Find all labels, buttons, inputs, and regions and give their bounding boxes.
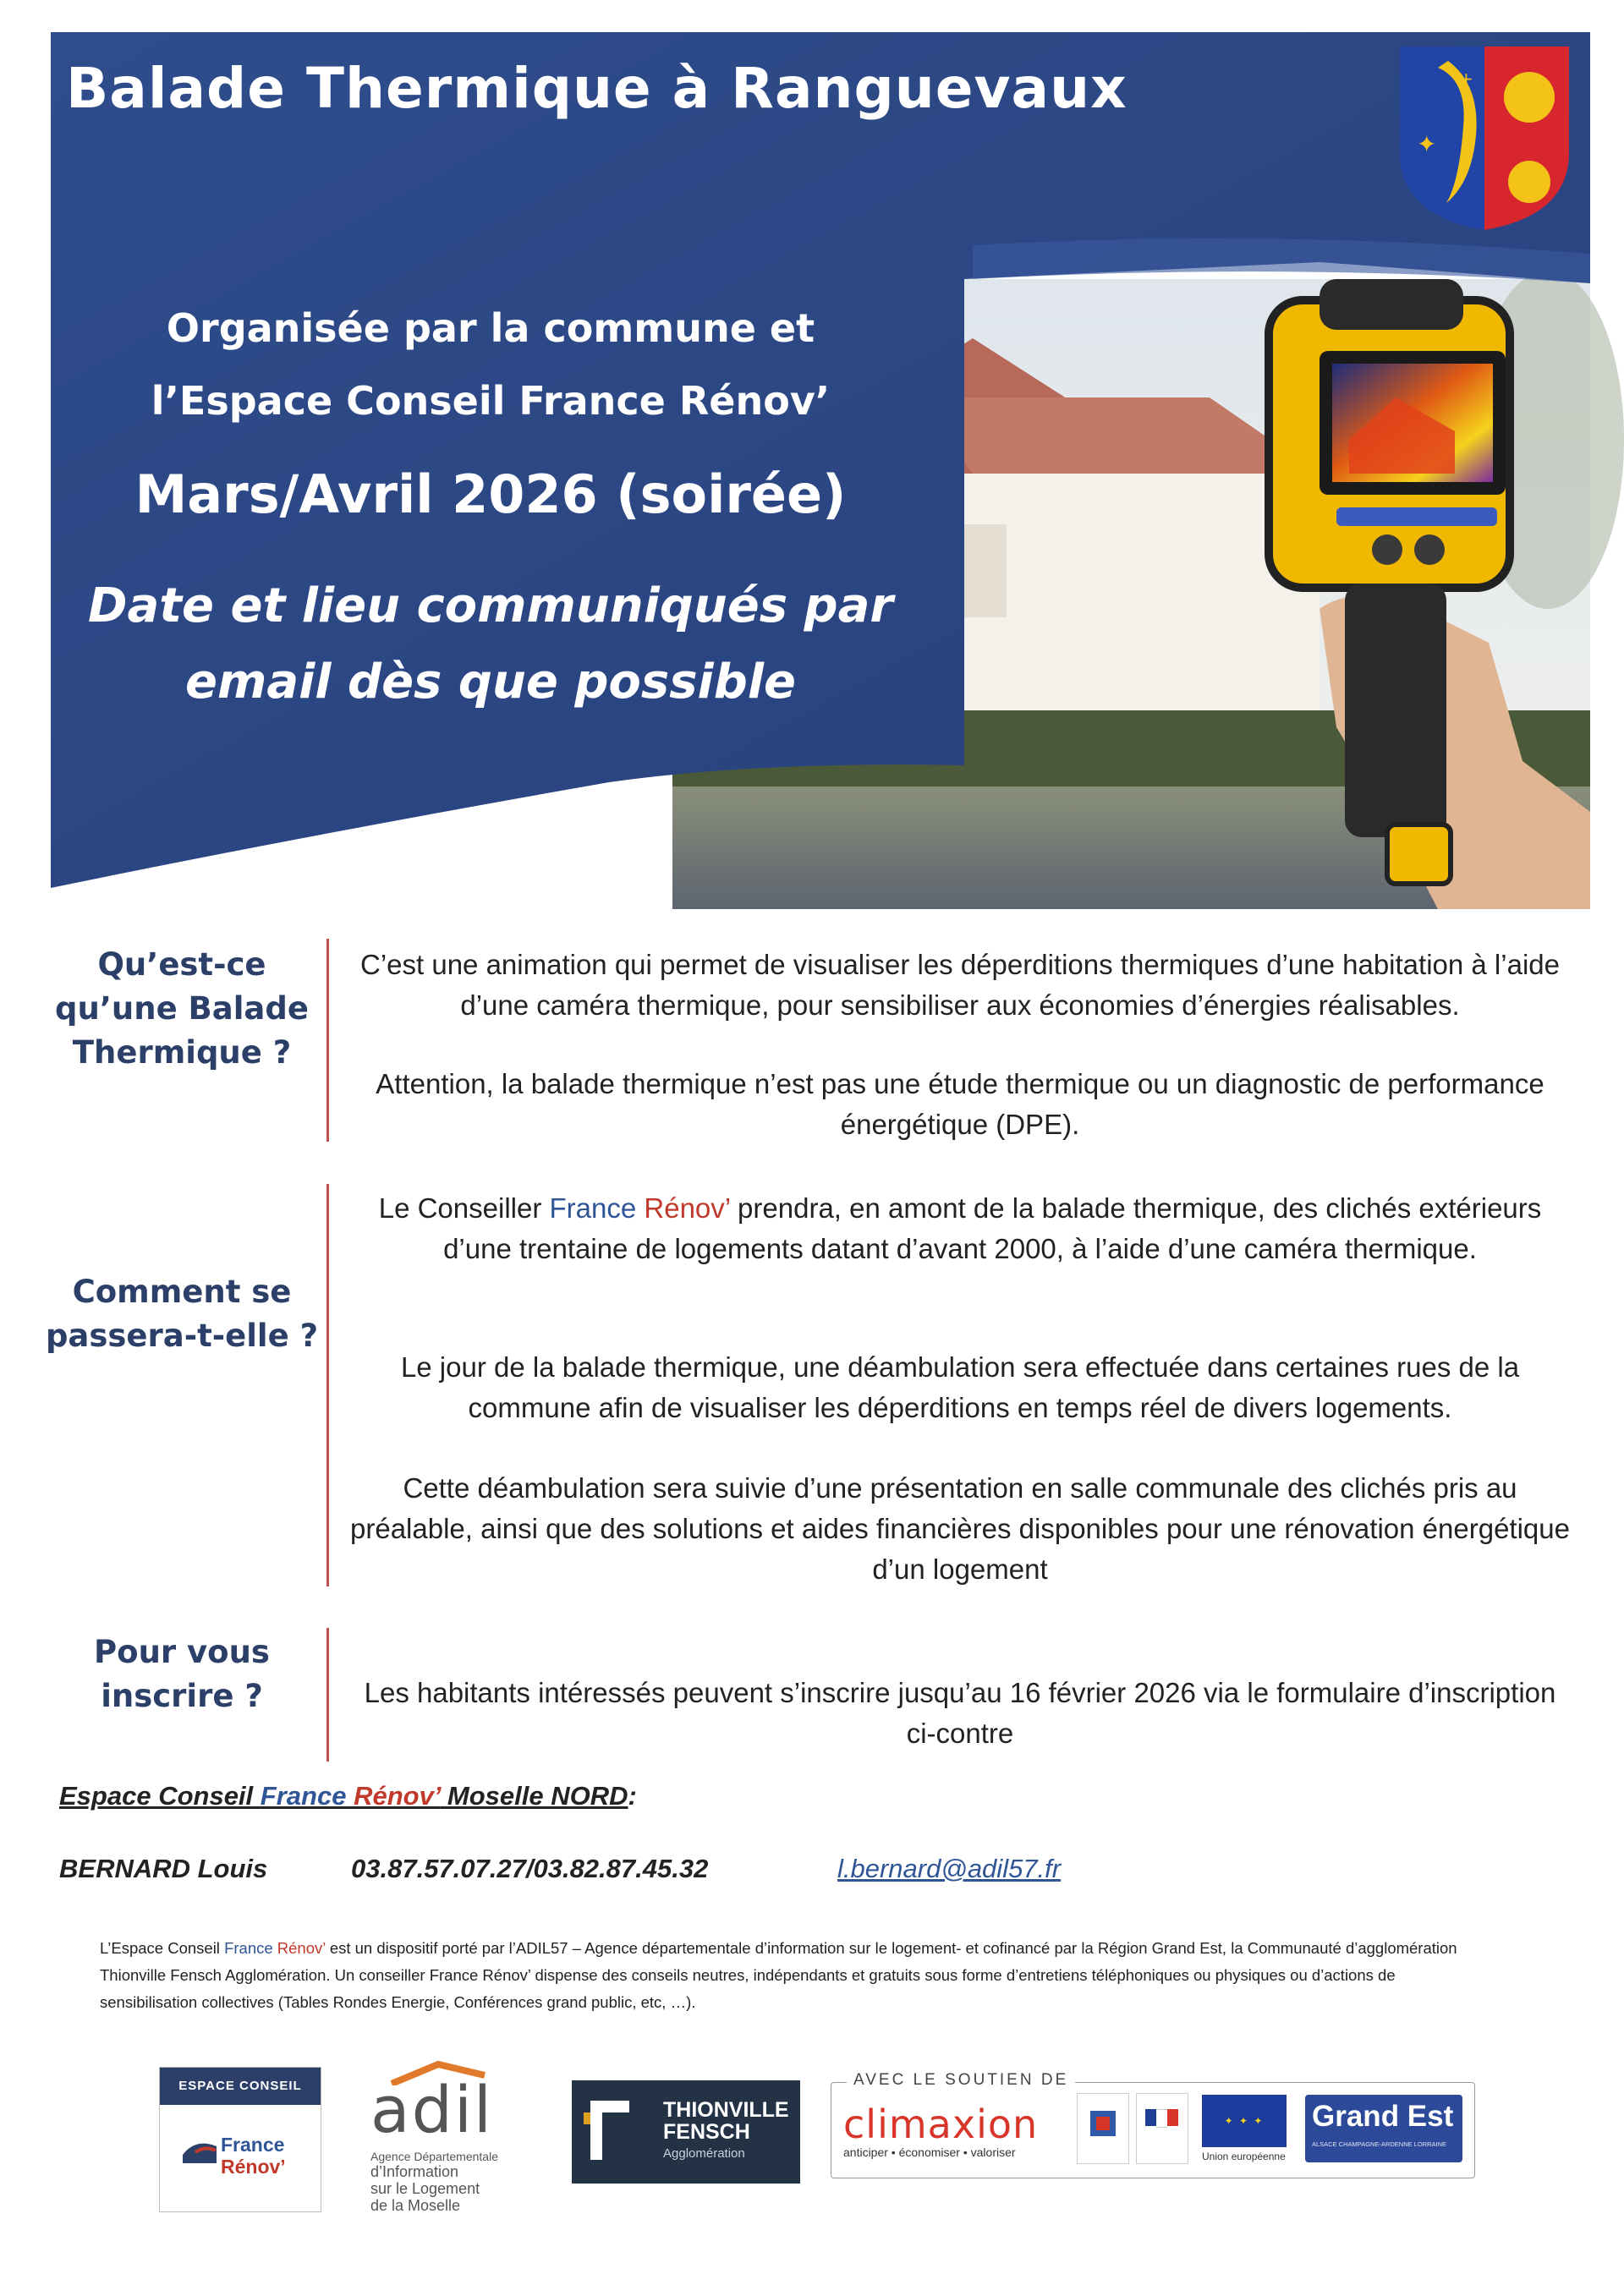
- organizer-line-2: l’Espace Conseil France Rénov’: [151, 378, 831, 424]
- svg-text:✦: ✦: [1417, 130, 1437, 158]
- question-register-line-1: Pour vous: [94, 1634, 270, 1670]
- notice-line-2: email dès que possible: [184, 655, 796, 710]
- contact-head-colon: :: [628, 1781, 637, 1811]
- ademe-logo: [1077, 2093, 1129, 2164]
- contact-email-link[interactable]: l.bernard@adil57.fr: [837, 1854, 1062, 1883]
- eu-label: Union européenne: [1202, 2151, 1286, 2162]
- notice-line-1: Date et lieu communiqués par: [87, 578, 894, 633]
- climaxion-tagline: anticiper • économiser • valoriser: [843, 2145, 1016, 2159]
- climaxion-logo: [843, 2101, 1055, 2159]
- thionville-line-1: THIONVILLE: [663, 2098, 789, 2122]
- france-renov-logo-renov: Rénov’: [221, 2156, 286, 2178]
- answer-how-p3: Cette déambulation sera suivie d’une présentation en salle communale des clichés pris au préalable, ainsi que des solutions et aides financières disponibles pour une rénovation énergétique d’un logement: [350, 1472, 1570, 1585]
- svg-text:+: +: [1459, 68, 1473, 89]
- contact-phone: 03.87.57.07.27/03.82.87.45.32: [351, 1854, 709, 1883]
- france-renov-logo: [159, 2067, 321, 2212]
- contact-heading: [59, 1781, 637, 1811]
- house-icon: [178, 2134, 221, 2167]
- adil-line-3: sur le Logement: [370, 2180, 480, 2197]
- answer-how-p1-before: Le Conseiller: [378, 1192, 550, 1224]
- question-how: [42, 1270, 321, 1358]
- eu-logo: [1202, 2095, 1295, 2162]
- organizer-text: [51, 292, 930, 437]
- answer-how-p1: [347, 1188, 1573, 1269]
- renov-word: Rénov’: [644, 1192, 730, 1224]
- disclaimer-lead: L’Espace Conseil: [100, 1939, 225, 1957]
- republique-logo: [1136, 2093, 1188, 2164]
- date-location-notice: [51, 568, 930, 721]
- contact-renov-word: Rénov’: [354, 1781, 441, 1811]
- answer-register-p1: Les habitants intéressés peuvent s’inscrire jusqu’au 16 février 2026 via le formulaire d’inscription ci-contre: [364, 1677, 1556, 1749]
- contact-head-before: Espace Conseil: [59, 1781, 261, 1811]
- contact-name: BERNARD Louis: [59, 1854, 268, 1883]
- climaxion-word: climaxion: [843, 2101, 1039, 2147]
- divider-what: [326, 939, 329, 1142]
- disclaimer-text: est un dispositif porté par l’ADIL57 – Agence départementale d’information sur le logement- et cofinancé par la Région Grand Est, la Communauté d’agglomération Thionville Fensch Agglomération. Un conseiller France Rénov’ dispense des conseils neutres, indépendants et gratuits sous forme d’entretiens téléphoniques ou physiques ou d’actions de sensibilisation collectives (Tables Rondes Energie, Conférences grand public, etc, …).: [100, 1939, 1457, 2011]
- divider-how: [326, 1184, 329, 1586]
- answer-how-p2: Le jour de la balade thermique, une déambulation sera effectuée dans certaines rues de la commune afin de visualiser les déperditions en temps réel de divers logements.: [400, 1351, 1520, 1423]
- adil-line-2: d’Information: [370, 2163, 459, 2180]
- grand-est-logo: [1305, 2095, 1462, 2162]
- divider-register: [326, 1628, 329, 1762]
- france-renov-logo-top: ESPACE CONSEIL: [160, 2068, 321, 2105]
- ranguevaux-coat-of-arms: [1387, 34, 1582, 237]
- answer-what-p2: Attention, la balade thermique n’est pas une étude thermique ou un diagnostic de performance énergétique (DPE).: [376, 1068, 1544, 1140]
- thionville-line-3: Agglomération: [663, 2146, 745, 2161]
- disclaimer-renov: Rénov’: [277, 1939, 326, 1957]
- contact-head-after: Moselle NORD: [440, 1781, 628, 1811]
- adil-line-1: Agence Départementale: [370, 2150, 498, 2163]
- question-how-line-1: Comment se: [72, 1274, 292, 1310]
- grand-est-sub: ALSACE CHAMPAGNE-ARDENNE LORRAINE: [1312, 2140, 1447, 2148]
- sponsors-frame: [831, 2071, 1475, 2178]
- france-word: France: [549, 1192, 637, 1224]
- answer-what-p1: C’est une animation qui permet de visualiser les déperditions thermiques d’une habitation à l’aide d’une caméra thermique, pour sensibiliser aux économies d’énergies réalisables.: [359, 949, 1560, 1021]
- thionville-fensch-logo: [572, 2080, 800, 2184]
- question-register: [42, 1630, 321, 1718]
- thionville-line-2: FENSCH: [663, 2120, 750, 2144]
- adil-logo: [362, 2060, 523, 2212]
- question-what-line-2: qu’une Balade: [55, 990, 309, 1027]
- france-renov-logo-france: France: [221, 2134, 285, 2156]
- organizer-line-1: Organisée par la commune et: [166, 305, 815, 351]
- sponsors-caption: AVEC LE SOUTIEN DE: [847, 2071, 1075, 2090]
- grand-est-word: Grand Est: [1312, 2100, 1454, 2133]
- adil-line-4: de la Moselle: [370, 2197, 461, 2214]
- contact-france-word: France: [260, 1781, 347, 1811]
- question-register-line-2: inscrire ?: [101, 1678, 263, 1714]
- disclaimer: [100, 1935, 1495, 2016]
- question-what-line-3: Thermique ?: [72, 1034, 292, 1071]
- answer-how-p1-after: prendra, en amont de la balade thermique, des clichés extérieurs d’une trentaine de logements datant d’avant 2000, à l’aide d’une caméra thermique.: [443, 1192, 1542, 1264]
- question-how-line-2: passera-t-elle ?: [45, 1318, 319, 1354]
- page-title: Balade Thermique à Ranguevaux: [66, 56, 1127, 121]
- eu-flag-icon: ✦ ✦ ✦: [1202, 2095, 1287, 2147]
- question-what: [42, 943, 321, 1075]
- tf-icon: [584, 2094, 634, 2170]
- event-period: Mars/Avril 2026 (soirée): [134, 463, 847, 525]
- disclaimer-france: France: [224, 1939, 273, 1957]
- question-what-line-1: Qu’est-ce: [97, 946, 266, 983]
- header-banner: [0, 0, 1624, 913]
- adil-word: adil: [370, 2072, 494, 2147]
